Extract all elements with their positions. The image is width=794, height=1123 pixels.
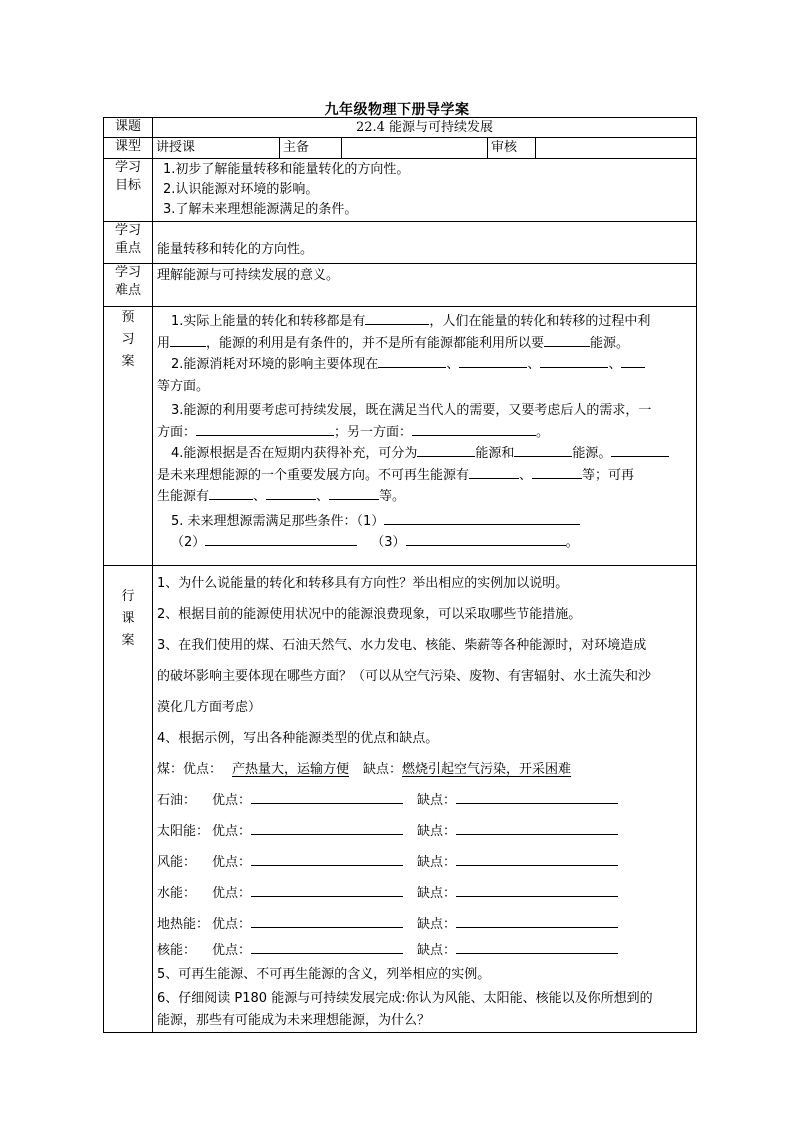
oil-disadvantage-blank[interactable]: [456, 790, 618, 804]
lesson-title-row: [104, 118, 697, 138]
goals-list: [153, 159, 696, 220]
preview-q1-line1: 1.实际上能量的转化和转移都是有 ，人们在能量的转化和转移的过程中利: [157, 311, 696, 333]
preview-q2-line2: 等方面。: [157, 378, 210, 394]
coal-advantage: 产热量大，运输方便: [232, 762, 350, 777]
energy-row-solar: 太阳能： 优点： 缺点：: [157, 816, 696, 847]
preview-q5-line2: （2） （3） 。: [157, 532, 696, 554]
goals-row: [104, 159, 697, 222]
lesson-row: [104, 566, 697, 1033]
blank[interactable]: [205, 532, 357, 546]
preview-q3-line1: 3.能源的利用要考虑可持续发展，既在满足当代人的需要，又要考虑后人的需求，一: [171, 403, 652, 418]
hydro-advantage-blank[interactable]: [251, 883, 403, 897]
oil-advantage-blank[interactable]: [251, 790, 403, 804]
wind-disadvantage-blank[interactable]: [456, 852, 618, 866]
lesson-questions: [153, 566, 696, 1032]
lesson-label-3: 案: [121, 633, 135, 648]
preview-label-3: 案: [121, 354, 135, 369]
goals-label-2: 目标: [114, 178, 141, 193]
lesson-q6-line2: 能源，那些有可能成为未来理想能源，为什么？: [157, 1013, 431, 1028]
blank[interactable]: [196, 422, 334, 436]
type-value: 讲授课: [156, 140, 196, 155]
blank[interactable]: [532, 465, 582, 479]
geothermal-advantage-blank[interactable]: [251, 914, 403, 928]
lesson-label: [104, 566, 152, 652]
blank[interactable]: [469, 465, 519, 479]
preview-questions: [153, 307, 696, 554]
blank[interactable]: [406, 532, 566, 546]
hydro-disadvantage-blank[interactable]: [456, 883, 618, 897]
lesson-q3-line1: 3、在我们使用的煤、石油天然气、水力发电、核能、柴薪等各种能源时，对环境造成: [157, 638, 647, 653]
lesson-q3-line3: 漠化几方面考虑）: [157, 700, 262, 715]
focus-label-1: 学习: [114, 223, 141, 238]
focus-label-2: 重点: [114, 241, 141, 256]
type-label: 课型: [104, 138, 153, 159]
lesson-label: 课题: [104, 118, 153, 138]
coal-disadvantage: 燃烧引起空气污染，开采困难: [402, 762, 572, 777]
preview-label-2: 习: [121, 332, 135, 347]
nuclear-advantage-blank[interactable]: [251, 940, 403, 954]
blank[interactable]: [412, 422, 536, 436]
blank[interactable]: [417, 443, 475, 457]
preview-q2-line1: 2.能源消耗对环境的影响主要体现在 、 、 、: [157, 354, 696, 376]
blank[interactable]: [544, 333, 590, 347]
lesson-q5: 5、可再生能源、不可再生能源的含义，列举相应的实例。: [157, 967, 491, 982]
energy-row-hydro: 水能： 优点： 缺点：: [157, 878, 696, 909]
preview-q4-line2: 是未来理想能源的一个重要发展方向。不可再生能源有 、 等；可再: [157, 465, 696, 487]
page-title: 九年级物理下册导学案: [324, 102, 470, 118]
nuclear-disadvantage-blank[interactable]: [456, 940, 618, 954]
energy-row-nuclear: 核能： 优点： 缺点：: [157, 940, 696, 962]
blank[interactable]: [365, 311, 429, 325]
lesson-q1: 1、为什么说能量的转化和转移具有方向性？举出相应的实例加以说明。: [157, 576, 569, 591]
energy-row-wind: 风能： 优点： 缺点：: [157, 847, 696, 878]
blank[interactable]: [611, 443, 669, 457]
preview-q5-line1: 5. 未来理想源需满足那些条件：（1）: [157, 511, 696, 533]
preview-q4-line1: 4.能源根据是否在短期内获得补充，可分为 能源和 能源。: [157, 443, 696, 465]
wind-advantage-blank[interactable]: [251, 852, 403, 866]
geothermal-disadvantage-blank[interactable]: [456, 914, 618, 928]
blank[interactable]: [209, 486, 253, 500]
blank[interactable]: [540, 354, 608, 368]
preview-row: [104, 307, 697, 566]
preview-q3-line2: 方面： ；另一方面： 。: [157, 422, 696, 444]
preview-q1-line2: 用 ，能源的利用是有条件的，并不是所有能源都能利用所以要 能源。: [157, 333, 696, 355]
lesson-q6-line1: 6、仔细阅读 P180 能源与可持续发展完成:你认为风能、太阳能、核能以及你所想到的: [157, 991, 653, 1006]
difficulty-label-1: 学习: [114, 265, 141, 280]
lesson-q4: 4、根据示例，写出各种能源类型的优点和缺点。: [157, 731, 439, 746]
blank[interactable]: [329, 486, 379, 500]
blank[interactable]: [459, 354, 527, 368]
lesson-label-2: 课: [121, 611, 135, 626]
lesson-label-1: 行: [121, 589, 135, 604]
blank[interactable]: [266, 486, 316, 500]
blank[interactable]: [170, 333, 206, 347]
goal-item: 2.认识能源对环境的影响。: [163, 182, 319, 197]
solar-advantage-blank[interactable]: [251, 821, 403, 835]
coal-example: 煤：优点： 产热量大，运输方便 缺点：燃烧引起空气污染，开采困难: [157, 762, 572, 777]
lesson-meta-row: [104, 138, 697, 159]
goals-label-1: 学习: [114, 160, 141, 175]
solar-disadvantage-blank[interactable]: [456, 821, 618, 835]
blank[interactable]: [378, 354, 446, 368]
blank[interactable]: [621, 354, 645, 368]
blank[interactable]: [514, 443, 572, 457]
goal-item: 3.了解未来理想能源满足的条件。: [163, 202, 358, 217]
preview-q4-line3: 生能源有 、 、 等。: [157, 486, 696, 508]
blank[interactable]: [384, 511, 580, 525]
review-label: 审核: [487, 138, 535, 158]
difficulty-label-2: 难点: [114, 283, 141, 298]
difficulty-text: 理解能源与可持续发展的意义。: [157, 268, 340, 283]
energy-row-geothermal: 地热能： 优点： 缺点：: [157, 909, 696, 940]
focus-text: 能量转移和转化的方向性。: [157, 242, 314, 257]
preview-label-1: 预: [121, 310, 135, 325]
goal-item: 1.初步了解能量转移和能量转化的方向性。: [163, 162, 410, 177]
author-label: 主备: [279, 138, 341, 158]
lesson-q2: 2、根据目前的能源使用状况中的能源浪费现象，可以采取哪些节能措施。: [157, 607, 582, 622]
lesson-title: 22.4 能源与可持续发展: [153, 118, 697, 138]
focus-row: [104, 222, 697, 264]
review-field[interactable]: [535, 138, 696, 158]
lesson-q3-line2: 的破坏影响主要体现在哪些方面？（可以从空气污染、废物、有害辐射、水土流失和沙: [157, 669, 652, 684]
author-field[interactable]: [341, 138, 487, 158]
difficulty-row: [104, 264, 697, 307]
energy-row-oil: 石油： 优点： 缺点：: [157, 785, 696, 816]
guide-sheet-table: [103, 117, 697, 1033]
